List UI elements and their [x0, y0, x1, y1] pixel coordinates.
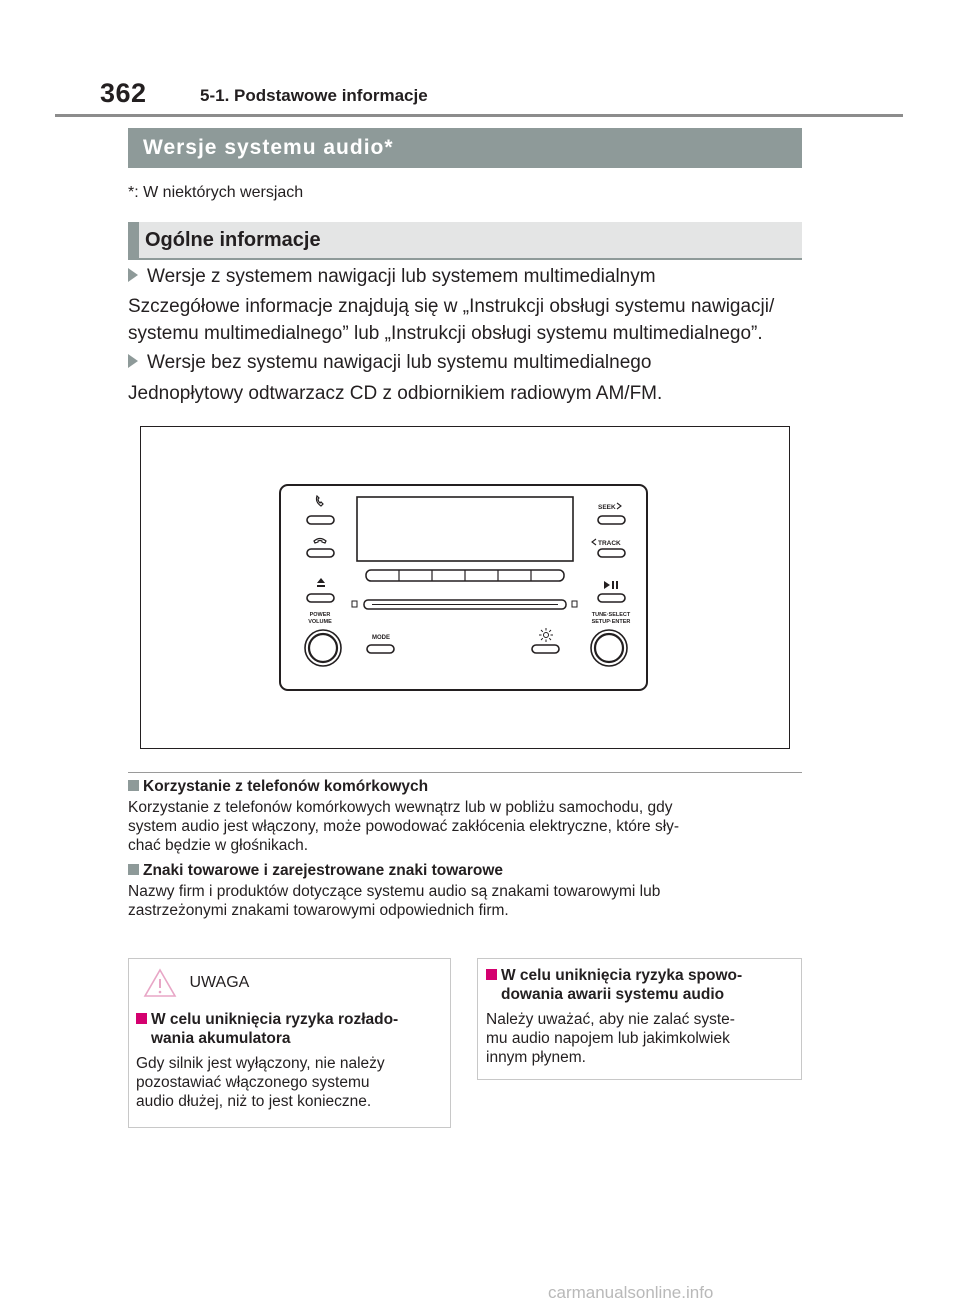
note-heading-text: Znaki towarowe i zarejestrowane znaki towarowe: [143, 862, 504, 879]
text-line: Należy uważać, aby nie zalać syste-: [486, 1011, 735, 1028]
setup-enter-label: SETUP·ENTER: [591, 619, 631, 625]
info-heading-line: dowania awarii systemu audio: [501, 986, 725, 1003]
text-line: Korzystanie z telefonów komórkowych wewnątrz lub w pobliżu samochodu, gdy: [128, 799, 673, 816]
seek-label: SEEK: [598, 504, 616, 511]
text-line: Gdy silnik jest wyłączony, nie należy: [136, 1055, 385, 1072]
version1-heading: [128, 266, 656, 288]
note-heading-text: Korzystanie z telefonów komórkowych: [143, 778, 429, 795]
version2-text: Jednopłytowy odtwarzacz CD z odbiornikiem radiowym AM/FM.: [128, 383, 663, 404]
phone-pickup-icon: [317, 496, 324, 506]
section-title: Wersje systemu audio*: [143, 136, 394, 159]
phone-hangup-icon: [314, 539, 326, 544]
text-line: system audio jest włączony, może powodować zakłócenia elektryczne, które sły-: [128, 818, 680, 835]
power-label: POWER: [309, 612, 331, 618]
info-heading-line: W celu uniknięcia ryzyka spowo-: [501, 967, 743, 984]
text-line: zastrzeżonymi znakami towarowymi odpowiednich firm.: [128, 902, 509, 919]
warning-content: [136, 1010, 398, 1111]
watermark: carmanualsonline.info: [548, 1283, 714, 1302]
eject-icon: [317, 578, 325, 583]
play-pause-button: [598, 594, 625, 602]
mode-button: [367, 645, 394, 653]
unit-faceplate: [280, 485, 647, 690]
audio-unit-figure: [278, 483, 650, 693]
text-line: pozostawiać włączonego systemu: [136, 1074, 370, 1091]
header-rule: [55, 114, 903, 117]
info-content: [486, 966, 742, 1067]
text-line: audio dłużej, niż to jest konieczne.: [136, 1093, 372, 1110]
tune-select-label: TUNE·SELECT: [591, 612, 631, 618]
warning-title: [143, 968, 249, 998]
section-footnote: *: W niektórych wersjach: [128, 184, 304, 201]
volume-label: VOLUME: [308, 619, 332, 625]
notes-rule: [128, 772, 802, 773]
page-number: 362: [100, 78, 147, 108]
text-line: systemu multimedialnego” lub „Instrukcji obsługi systemu multimedialnego”.: [128, 323, 763, 344]
warning-heading-line: wania akumulatora: [151, 1030, 291, 1047]
subsection-title: Ogólne informacje: [145, 229, 321, 251]
brightness-icon: [539, 628, 553, 642]
display-screen: [357, 497, 573, 561]
mode-label: MODE: [372, 635, 390, 641]
triangle-bullet-icon: [128, 354, 138, 368]
version2-heading: [128, 352, 651, 374]
version2-heading-text: Wersje bez systemu nawigacji lub systemu multimedialnego: [147, 352, 652, 373]
version1-heading-text: Wersje z systemem nawigacji lub systemem multimedialnym: [147, 266, 656, 287]
subsection-rule: [128, 258, 802, 260]
text-line: mu audio napojem lub jakimkolwiek: [486, 1030, 730, 1047]
phone-hangup-button: [307, 549, 334, 557]
text-line: Szczegółowe informacje znajdują się w „Instrukcji obsługi systemu nawigacji/: [128, 296, 775, 317]
note-text: [128, 798, 808, 855]
info-text: [486, 1010, 742, 1067]
triangle-bullet-icon: [128, 268, 138, 282]
note-heading: [128, 862, 808, 880]
square-bullet-icon: [128, 864, 139, 875]
phone-pickup-button: [307, 516, 334, 524]
chapter-title: 5-1. Podstawowe informacje: [200, 86, 428, 105]
text-line: chać będzie w głośnikach.: [128, 837, 309, 854]
note-heading: [128, 778, 808, 796]
seek-button: [598, 516, 625, 524]
version1-text: [128, 293, 818, 347]
track-label: TRACK: [598, 540, 621, 547]
warning-text: [136, 1054, 398, 1111]
info-heading: [486, 966, 742, 1004]
eject-button: [307, 594, 334, 602]
notes-section: [128, 778, 808, 920]
square-bullet-icon: [136, 1013, 147, 1024]
play-pause-icon: [604, 581, 610, 589]
note-text: [128, 882, 808, 920]
square-bullet-icon: [486, 969, 497, 980]
text-line: innym płynem.: [486, 1049, 586, 1066]
warning-heading: [136, 1010, 398, 1048]
text-line: Nazwy firm i produktów dotyczące systemu audio są znakami towarowymi lub: [128, 883, 661, 900]
warning-heading-line: W celu uniknięcia ryzyka rozłado-: [151, 1011, 399, 1028]
track-button: [598, 549, 625, 557]
warning-triangle-icon: [143, 968, 177, 998]
warning-title-text: UWAGA: [189, 974, 250, 991]
power-volume-knob: [305, 630, 341, 666]
tune-select-knob: [591, 630, 627, 666]
square-bullet-icon: [128, 780, 139, 791]
brightness-button: [532, 645, 559, 653]
